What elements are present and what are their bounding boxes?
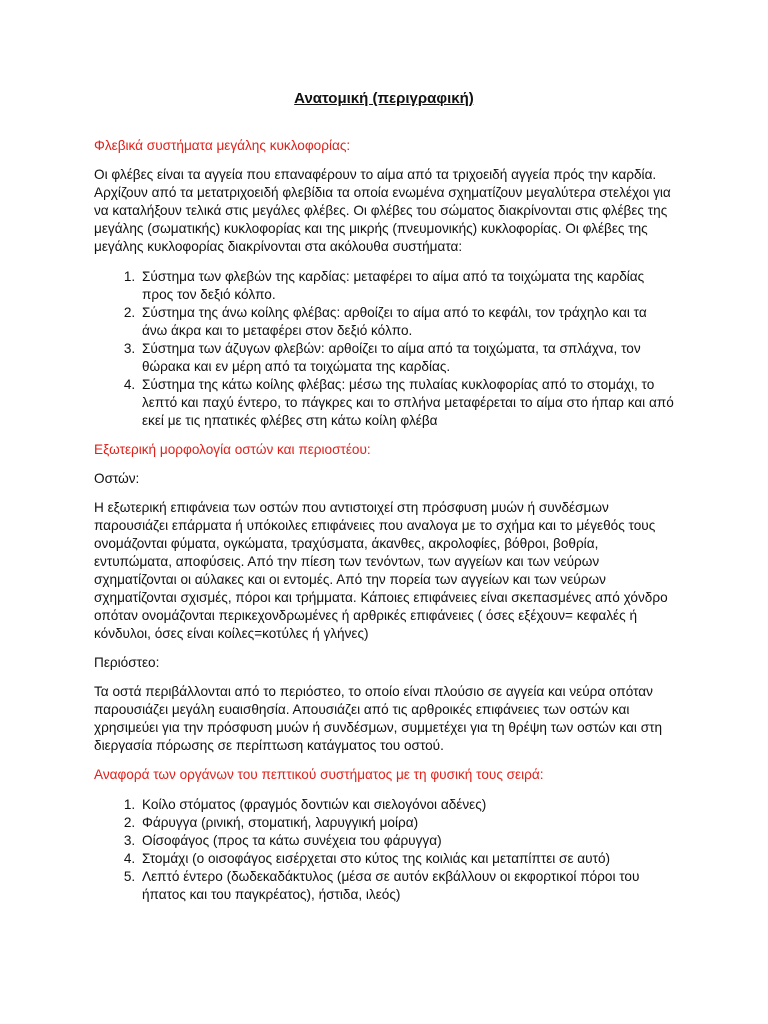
list-item: 3. Σύστημα των άζυγων φλεβών: αρθοίζει το αίμα από τα τοιχώματα, τα σπλάχνα, τον θώρακα και εν μέρη από τα τοιχώματα της καρδίας.: [139, 340, 674, 376]
list-item: 4. Στομάχι (ο οισοφάγος εισέρχεται στο κύτος της κοιλιάς και μεταπίπτει σε αυτό): [139, 850, 674, 868]
bones-label: Οστών:: [94, 471, 140, 486]
bones-text: Η εξωτερική επιφάνεια των οστών που αντιστοιχεί στη πρόσφυση μυών ή συνδέσμων παρουσιάζει επάρματα ή υπόκοιλες επιφάνειες που αναλογα με το σχήμα και το μέγεθός τους ονομάζονται φύματα, ογκώματα, τραχύσματα, άκανθες, ακρολοφίες, βόθροι, βοθρία, εντυπώματα, αποφύσεις. Από την πίεση των τενόντων, των αγγείων και των νεύρων σχηματίζονται οι αύλακες και οι εντομές. Από την πορεία των αγγείων και των νεύρων σχηματίζονται σχισμές, πόροι και τρήμματα. Κάποιες επιφάνειες είναι σκεπασμένες από χόνδρο οπόταν ονομάζονται περικεχονδρωμένες ή αρθρικές επιφάνειες ( όσες εξέχουν= κεφαλές ή κόνδυλοι, όσες είναι κοίλες=κοτύλες ή γλήνες): [94, 500, 668, 641]
digestive-heading: Αναφορά των οργάνων του πεπτικού συστήματος με τη φυσική τους σειρά:: [94, 767, 544, 782]
veins-list: [94, 268, 674, 430]
veins-heading: Φλεβικά συστήματα μεγάλης κυκλοφορίας:: [94, 138, 351, 153]
list-item: 2. Φάρυγγα (ρινική, στοματική, λαρυγγική μοίρα): [139, 814, 674, 832]
periosteum-text: Τα οστά περιβάλλονται από το περιόστεο, το οποίο είναι πλούσιο σε αγγεία και νεύρα οπόταν παρουσιάζει μεγάλη ευαισθησία. Απουσιάζει από τις αρθροικές επιφάνειες των οστών και χρησιμεύει για την πρόσφυση μυών ή συνδέσμων, συμμετέχει για τη θρέψη των οστών και στη διεργασία πόρωσης σε περίπτωση κατάγματος του οστού.: [94, 684, 663, 753]
list-item: 1. Κοίλο στόματος (φραγμός δοντιών και σιελογόνοι αδένες): [139, 796, 674, 814]
veins-intro: Οι φλέβες είναι τα αγγεία που επαναφέρουν το αίμα από τα τριχοειδή αγγεία πρός την καρδία. Αρχίζουν από τα μετατριχοειδή φλεβίδια τα οποία ενωμένα σχηματίζουν μεγαλύτερα στελέχοι για να καταλήξουν τελικά στις μεγάλες φλέβες. Οι φλέβες του σώματος διακρίνονται στις φλέβες της μεγάλης (σωματικής) κυκλοφορίας και της μικρής (πνευμονικής) κυκλοφορίας. Οι φλέβες της μεγάλης κυκλοφορίας διακρίνονται στα ακόλουθα συστήματα:: [94, 167, 671, 254]
bones-heading: Εξωτερική μορφολογία οστών και περιοστέου:: [94, 442, 371, 457]
periosteum-label: Περιόστεο:: [94, 655, 160, 670]
document-title: Ανατομική (περιγραφική): [294, 90, 474, 107]
list-item: 5. Λεπτό έντερο (δωδεκαδάκτυλος (μέσα σε αυτόν εκβάλλουν οι εκφορτικοί πόροι του ήπατος και του παγκρέατος), ήστιδα, ιλεός): [139, 868, 674, 904]
digestive-list: [94, 796, 674, 904]
list-item: 3. Οίσοφάγος (προς τα κάτω συνέχεια του φάρυγγα): [139, 832, 674, 850]
list-item: 2. Σύστημα της άνω κοίλης φλέβας: αρθοίζει το αίμα από το κεφάλι, τον τράχηλο και τα άνω άκρα και το μεταφέρει στον δεξιό κόλπο.: [139, 304, 674, 340]
list-item: 4. Σύστημα της κάτω κοίλης φλέβας: μέσω της πυλαίας κυκλοφορίας από το στομάχι, το λεπτό και παχύ έντερο, το πάγκρες και το σπλήνα μεταφέρεται το αίμα στο ήπαρ και από εκεί με τις ηπατικές φλέβες στη κάτω κοίλη φλέβα: [139, 376, 674, 430]
list-item: 1. Σύστημα των φλεβών της καρδίας: μεταφέρει το αίμα από τα τοιχώματα της καρδίας προς τον δεξιό κόλπο.: [139, 268, 674, 304]
